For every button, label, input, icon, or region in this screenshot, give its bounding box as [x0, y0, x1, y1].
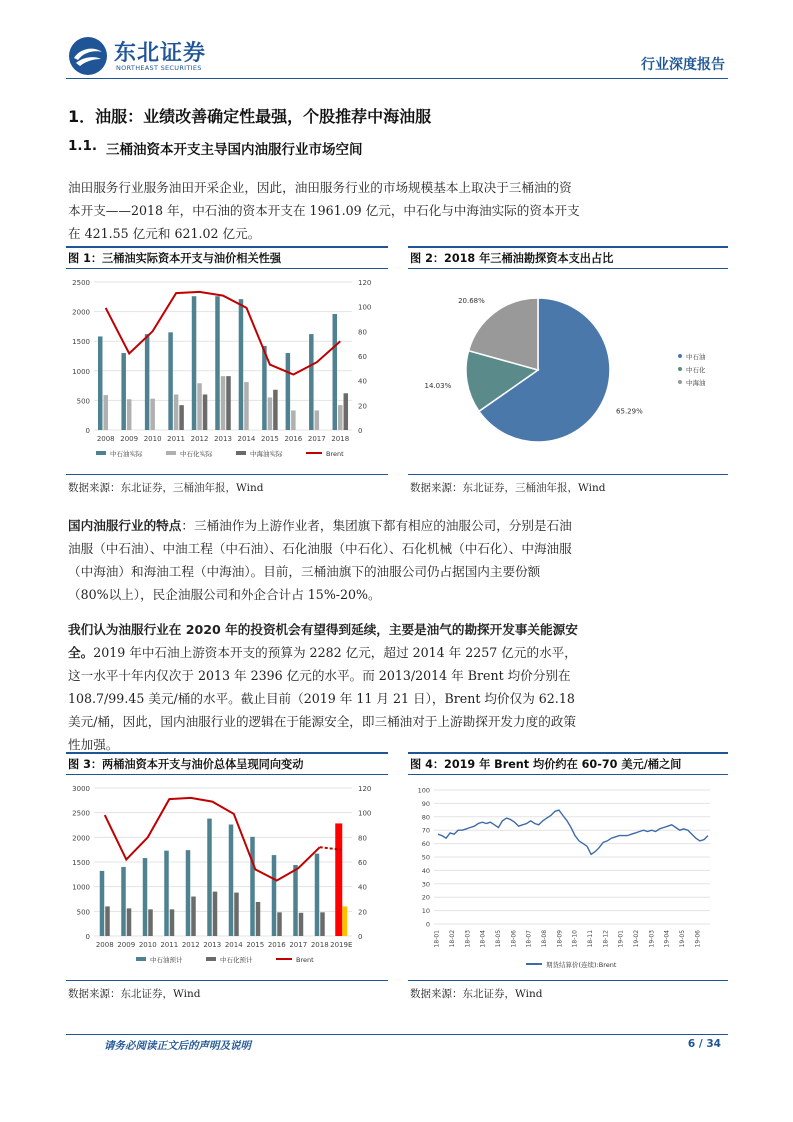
bar-中石化预计 — [170, 909, 175, 936]
fig3-top-rule — [66, 752, 388, 754]
footer-rule — [66, 1034, 728, 1035]
x-tick-label: 2018 — [310, 941, 329, 949]
bar-中石油2019E — [335, 823, 342, 936]
y-left-tick-label: 1000 — [72, 367, 90, 376]
bar-中海油实际 — [273, 390, 278, 430]
legend-label: 中石化 — [686, 366, 706, 374]
legend-label: 中海油实际 — [250, 450, 283, 458]
bar-中石油预计 — [293, 865, 298, 936]
y-left-tick-label: 1000 — [72, 883, 90, 892]
x-tick-label: 18-02 — [448, 929, 456, 948]
fig2-bottom-rule — [408, 474, 728, 475]
x-tick-label: 2019E — [330, 941, 353, 949]
x-tick-label: 2016 — [267, 941, 286, 949]
legend-swatch — [678, 380, 682, 384]
y-tick-label: 100 — [417, 786, 430, 795]
y-tick-label: 40 — [421, 866, 430, 875]
bar-中石化预计 — [299, 913, 304, 936]
fig4-title: 图 4：2019 年 Brent 均价约在 60-70 美元/桶之间 — [410, 758, 682, 771]
pie-label: 14.03% — [424, 381, 452, 390]
y-right-tick-label: 40 — [358, 377, 367, 386]
bar-中石化实际 — [127, 399, 132, 430]
investment-view-text: 2019 年中石油上游资本开支的预算为 2282 亿元，超过 2014 年 2257 亿元的水平，这一水平十年内仅次于 2013 年 2396 亿元的水平。而 2013/2014 年 Brent 均价分别在 108.7/99.45 美元/桶的水平。截止目前（2019 年 11 月 21 日），Brent 均价仅为 62.18 美元/桶，因此，国内油服行业的逻辑在于能源安全，即三桶油对于上游勘探开发力度的政策性加强。 — [68, 645, 577, 752]
bar-中石化预计 — [234, 893, 239, 936]
bar-中石化预计 — [256, 902, 261, 936]
x-tick-label: 19-03 — [648, 930, 656, 948]
x-tick-label: 2012 — [190, 435, 209, 443]
y-left-tick-label: 0 — [85, 427, 90, 435]
y-left-tick-label: 2500 — [72, 279, 90, 287]
industry-features-paragraph — [68, 514, 580, 606]
x-tick-label: 18-04 — [479, 930, 487, 948]
footer-disclaimer: 请务必阅读正文后的声明及说明 — [104, 1040, 251, 1052]
x-tick-label: 2011 — [160, 941, 179, 949]
x-tick-label: 18-01 — [433, 930, 441, 948]
bar-中石油实际 — [98, 336, 103, 430]
brent-line — [106, 292, 341, 375]
brent-line — [105, 798, 320, 881]
x-tick-label: 18-06 — [510, 930, 518, 948]
bar-中石化实际 — [244, 382, 249, 430]
bar-中石化实际 — [197, 383, 202, 430]
intro-paragraph: 油田服务行业服务油田开采企业，因此，油田服务行业的市场规模基本上取决于三桶油的资本开支——2018 年，中石油的资本开支在 1961.09 亿元，中石化与中海油实际的资本开支在 421.55 亿元和 621.02 亿元。 — [68, 180, 580, 241]
x-tick-label: 19-02 — [632, 929, 640, 948]
x-tick-label: 2010 — [138, 941, 157, 949]
y-left-tick-label: 2000 — [72, 308, 90, 317]
y-left-tick-label: 1500 — [72, 859, 90, 867]
x-tick-label: 18-12 — [602, 930, 610, 948]
y-tick-label: 60 — [421, 840, 430, 849]
legend-label: 中石油预计 — [150, 956, 183, 964]
y-tick-label: 30 — [421, 880, 430, 889]
x-tick-label: 2012 — [181, 941, 200, 949]
y-left-tick-label: 2000 — [72, 834, 90, 843]
x-tick-label: 2008 — [96, 435, 115, 443]
investment-view-paragraph — [68, 618, 580, 756]
fig2-title: 图 2：2018 年三桶油勘探资本支出占比 — [410, 252, 614, 265]
x-tick-label: 2009 — [120, 435, 139, 443]
legend-swatch — [136, 957, 146, 961]
y-tick-label: 10 — [421, 907, 430, 916]
x-tick-label: 2013 — [214, 435, 232, 443]
bar-中石油预计 — [121, 867, 126, 936]
fig1-source: 数据来源：东北证券，三桶油年报，Wind — [68, 482, 264, 494]
fig3-title-rule — [66, 774, 388, 775]
bar-中石油实际 — [333, 314, 338, 430]
legend-label: 中海油 — [686, 379, 706, 387]
y-tick-label: 80 — [421, 813, 430, 822]
fig4-source: 数据来源：东北证券，Wind — [410, 988, 543, 1000]
bar-中石油实际 — [192, 296, 197, 430]
bar-中石油预计 — [272, 855, 277, 936]
company-name-cn: 东北证券 — [114, 41, 207, 66]
legend-swatch — [96, 451, 106, 455]
x-tick-label: 18-03 — [464, 930, 472, 948]
fig4-chart — [408, 776, 728, 976]
legend-label: 中石化预计 — [220, 956, 253, 964]
report-type: 行业深度报告 — [641, 57, 725, 73]
x-tick-label: 18-07 — [525, 930, 533, 948]
y-left-tick-label: 500 — [76, 397, 90, 406]
bar-中石化预计 — [127, 908, 132, 936]
x-tick-label: 19-06 — [694, 930, 702, 948]
legend-label: Brent — [326, 450, 344, 458]
legend-label: Brent — [296, 956, 314, 964]
y-tick-label: 20 — [421, 893, 430, 902]
fig1-title-rule — [66, 268, 388, 269]
y-right-tick-label: 60 — [358, 859, 367, 867]
bar-中石化实际 — [315, 410, 320, 430]
bar-中石化实际 — [268, 397, 273, 430]
fig2-chart — [408, 270, 728, 470]
page-number: 6 / 34 — [687, 1038, 721, 1050]
company-name-en: NORTHEAST SECURITIES — [116, 64, 202, 72]
pie-label: 65.29% — [616, 407, 643, 416]
y-right-tick-label: 0 — [358, 427, 363, 435]
legend-label: 中石油实际 — [110, 450, 143, 458]
bar-中石化预计 — [105, 906, 110, 936]
fig4-bottom-rule — [408, 980, 728, 981]
x-tick-label: 19-04 — [663, 930, 671, 948]
y-right-tick-label: 60 — [358, 353, 367, 361]
bar-中石化实际 — [338, 405, 343, 430]
y-right-tick-label: 120 — [358, 279, 372, 287]
y-right-tick-label: 40 — [358, 883, 367, 892]
y-right-tick-label: 0 — [358, 933, 363, 941]
fig1-top-rule — [66, 246, 388, 248]
bar-中石化预计 — [213, 892, 218, 936]
bar-中石油预计 — [229, 825, 234, 936]
bar-中海油实际 — [344, 393, 349, 430]
fig2-source: 数据来源：东北证券，三桶油年报，Wind — [410, 482, 606, 494]
fig2-title-rule — [408, 268, 728, 269]
x-tick-label: 2010 — [143, 435, 162, 443]
fig3-chart — [66, 776, 388, 976]
x-tick-label: 2017 — [289, 941, 308, 949]
y-left-tick-label: 500 — [76, 908, 90, 917]
x-tick-label: 18-05 — [494, 929, 502, 948]
y-right-tick-label: 80 — [358, 328, 367, 337]
legend-label: 中石油 — [686, 353, 706, 361]
legend-label: 期货结算价(连续):Brent — [546, 961, 617, 969]
pie-label: 20.68% — [458, 296, 485, 305]
section-heading: 1．油服：业绩改善确定性最强，个股推荐中海油服 — [68, 107, 432, 126]
y-left-tick-label: 0 — [85, 933, 90, 941]
x-tick-label: 18-11 — [586, 929, 594, 948]
x-tick-label: 2011 — [167, 435, 186, 443]
bar-中石油实际 — [121, 353, 126, 430]
bar-中海油实际 — [226, 376, 231, 430]
bar-中石油预计 — [207, 819, 212, 936]
legend-label: 中石化实际 — [180, 450, 213, 458]
header-rule — [66, 78, 728, 79]
x-tick-label: 2017 — [307, 435, 326, 443]
fig1-chart — [66, 270, 388, 470]
industry-features-text: ：三桶油作为上游作业者，集团旗下都有相应的油服公司，分别是石油油服（中石油）、中油工程（中石油）、石化油服（中石化）、石化机械（中石化）、中海油服（中海油）和海油工程（中海油）。目前，三桶油旗下的油服公司仍占据国内主要份额（80%以上），民企油服公司和外企合计占 15%-20%。 — [68, 518, 572, 602]
bar-中石化预计 — [277, 912, 282, 936]
bar-中海油实际 — [203, 394, 208, 430]
subsection-heading: 三桶油资本开支主导国内油服行业市场空间 — [106, 142, 363, 158]
x-tick-label: 2015 — [260, 435, 279, 443]
y-right-tick-label: 100 — [358, 303, 372, 312]
x-tick-label: 19-01 — [617, 930, 625, 948]
bar-中石油预计 — [250, 837, 255, 936]
x-tick-label: 2016 — [284, 435, 303, 443]
bar-中石油实际 — [309, 334, 314, 430]
x-tick-label: 19-05 — [678, 929, 686, 948]
subsection-number: 1.1. — [68, 138, 98, 154]
x-tick-label: 2013 — [203, 941, 222, 949]
x-tick-label: 2009 — [117, 941, 136, 949]
investment-view-lead: 我们认为油服行业在 2020 年的投资机会有望得到延续，主要是油气的勘探开发事关能源安全。 — [68, 622, 578, 660]
fig1-title: 图 1：三桶油实际资本开支与油价相关性强 — [68, 252, 282, 265]
y-right-tick-label: 20 — [358, 908, 367, 917]
bar-中石化实际 — [150, 399, 155, 430]
bar-中石油预计 — [186, 850, 191, 936]
bar-中海油实际 — [179, 405, 184, 430]
y-right-tick-label: 80 — [358, 834, 367, 843]
y-tick-label: 0 — [425, 920, 430, 929]
x-tick-label: 18-10 — [571, 930, 579, 948]
y-left-tick-label: 2500 — [72, 809, 90, 818]
bar-中石化实际 — [174, 394, 179, 430]
x-tick-label: 18-09 — [556, 930, 564, 948]
fig4-title-rule — [408, 774, 728, 775]
y-right-tick-label: 100 — [358, 809, 372, 818]
x-tick-label: 2014 — [237, 435, 256, 443]
fig4-top-rule — [408, 752, 728, 754]
bar-中石化预计 — [191, 897, 196, 936]
legend-swatch — [206, 957, 216, 961]
bar-中石油实际 — [145, 334, 150, 430]
bar-中石化预计 — [148, 909, 153, 936]
bar-中石化实际 — [103, 395, 108, 430]
x-tick-label: 2014 — [224, 941, 243, 949]
y-tick-label: 70 — [421, 826, 430, 835]
bar-中石油实际 — [286, 353, 291, 430]
bar-中石化预计 — [320, 912, 325, 936]
bar-中石油预计 — [143, 858, 148, 936]
legend-swatch — [166, 451, 176, 455]
fig1-bottom-rule — [66, 474, 388, 475]
bar-中石化实际 — [221, 376, 226, 430]
legend-swatch — [678, 354, 682, 358]
legend-swatch — [678, 367, 682, 371]
fig3-title: 图 3：两桶油资本开支与油价总体呈现同向变动 — [68, 758, 304, 771]
bar-中石油预计 — [100, 871, 105, 936]
y-tick-label: 90 — [421, 799, 430, 808]
y-tick-label: 50 — [421, 853, 430, 862]
company-logo — [68, 36, 108, 76]
bar-中石油实际 — [239, 299, 244, 430]
industry-features-lead: 国内油服行业的特点 — [68, 518, 182, 533]
legend-swatch — [236, 451, 246, 455]
bar-中石油预计 — [164, 851, 169, 936]
y-right-tick-label: 20 — [358, 402, 367, 411]
bar-中石化2019E — [342, 906, 347, 936]
bar-中石油实际 — [168, 332, 173, 430]
northeast-securities-logo-icon — [68, 36, 108, 76]
bar-中石油预计 — [315, 854, 320, 936]
bar-中石油实际 — [262, 346, 267, 430]
x-tick-label: 18-08 — [540, 929, 548, 948]
x-tick-label: 2018 — [331, 435, 350, 443]
x-tick-label: 2015 — [246, 941, 265, 949]
fig2-top-rule — [408, 246, 728, 248]
fig3-source: 数据来源：东北证券，Wind — [68, 988, 201, 1000]
y-left-tick-label: 3000 — [72, 785, 90, 793]
y-right-tick-label: 120 — [358, 785, 372, 793]
bar-中石油实际 — [215, 296, 220, 430]
bar-中石化实际 — [291, 410, 296, 430]
x-tick-label: 2008 — [95, 941, 114, 949]
fig3-bottom-rule — [66, 980, 388, 981]
y-left-tick-label: 1500 — [72, 338, 90, 347]
